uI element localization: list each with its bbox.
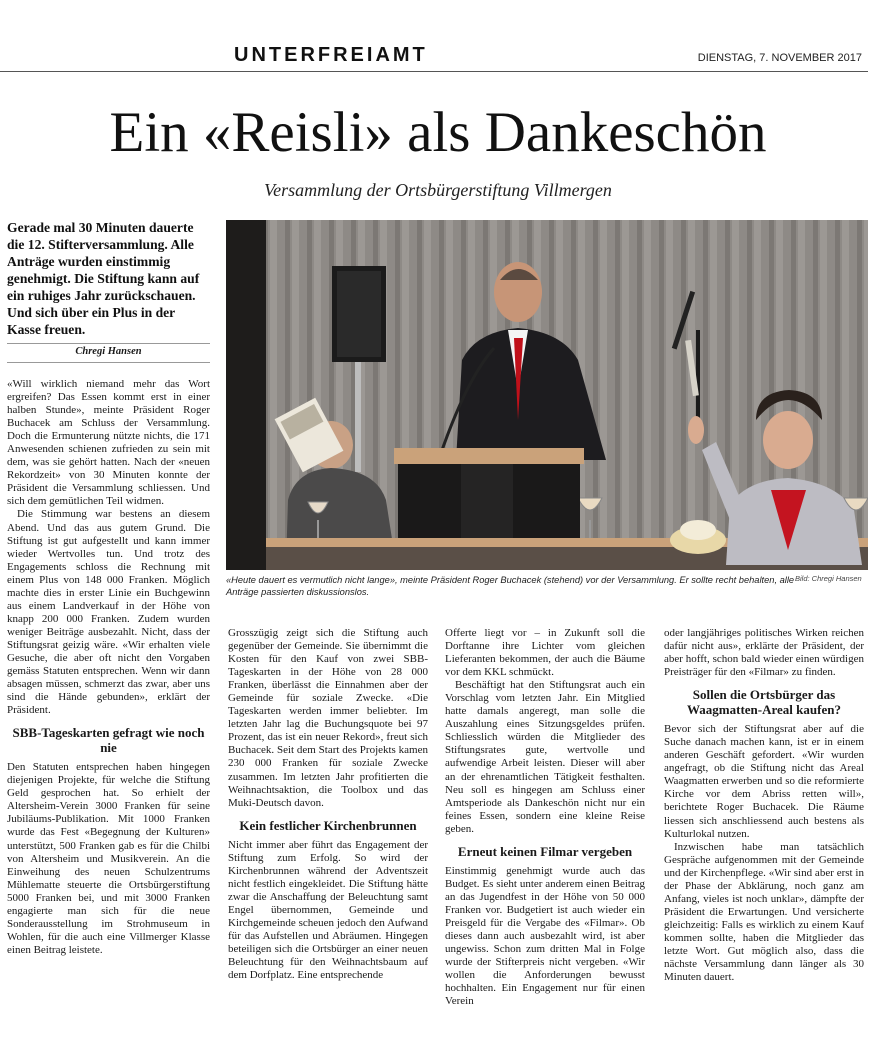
paragraph: Nicht immer aber führt das Engagement der Stiftung zum Erfolg. So wird der Kirchenbrunnen während der Adventszeit nicht festlich eingekleidet. Die Stiftung hätte zwar die Anschaffung der Beleuchtung samt Engel übernommen, Gemeinde und Kirchgemeinde scheuen jedoch den Aufwand für das Aufstellen und Abräumen. Hingegen beteiligen sich die Ortsbürger an einer neuen Beleuchtung für den Weihnachtsbaum auf dem Dorfplatz. Eine entsprechende xyxy=(228,838,428,982)
photo-credit: Bild: Chregi Hansen xyxy=(795,574,862,583)
paragraph: oder langjähriges politisches Wirken reichen dafür nicht aus», erklärte der Präsident, der aber hofft, schon bald wieder einen würdigen Preisträger für den «Filmar» zu finden. xyxy=(664,627,864,679)
issue-date: DIENSTAG, 7. NOVEMBER 2017 xyxy=(697,52,862,64)
paragraph: Offerte liegt vor – in Zukunft soll die Dorftanne ihre Lichter vom gleichen Lieferanten bekommen, der auch die Bäume vor dem KKL schmückt. xyxy=(445,627,645,679)
subheading: Kein festlicher Kirchenbrunnen xyxy=(239,817,417,833)
paragraph: Grosszügig zeigt sich die Stiftung auch gegenüber der Gemeinde. Sie übernimmt die Kosten für den Kauf von zwei SBB-Tageskarten in der Höhe von 28 000 Franken, überlässt die Einnahmen aber der Gemeinde für soziale Zwecke. «Die Tageskarten werden immer beliebter. Im letzten Jahr lag die Buchungsquote bei 97 Prozent, das ist ein neuer Rekord», freut sich Buchacek. Seit dem Start des Projekts kamen 230 000 Franken für soziale Zwecke zusammen. Im letzten Jahr profitierten die Weihnachtsaktion, die Toolbox und das Muki-Deutsch davon. xyxy=(228,627,428,809)
text-column-1 xyxy=(7,378,210,957)
paragraph: Beschäftigt hat den Stiftungsrat auch ein Vorschlag vom letzten Jahr. Ein Mitglied hatte damals angeregt, man solle die Auszahlung eines Sitzungsgeldes prüfen. Schliesslich würden die Mitglieder des Stiftungsrates gute, wertvolle und aufwendige Arbeit leisten. Dieser will aber an der ehrenamtlichen Tätigkeit festhalten. Neu soll es hingegen am Schluss einer Amtsperiode als Dankeschön nicht nur ein feines Essen, sondern eine kleine Reise geben. xyxy=(445,679,645,835)
section-rubric: UNTERFREIAMT xyxy=(234,44,428,66)
photo-caption: «Heute dauert es vermutlich nicht lange», meinte Präsident Roger Buchacek (stehend) vor der Versammlung. Er sollte recht behalten, alle Anträge passierten diskussionslos. xyxy=(226,575,795,597)
subheading: Erneut keinen Filmar vergeben xyxy=(457,843,633,859)
subheading: SBB-Tageskarten gefragt wie noch nie xyxy=(12,725,205,756)
article-subheadline: Versammlung der Ortsbürgerstiftung Villmergen xyxy=(264,180,612,200)
text-column-4 xyxy=(664,627,864,984)
author-divider-bottom xyxy=(7,362,210,363)
subheading: Sollen die Ortsbürger das Waagmatten-Areal kaufen? xyxy=(687,687,841,718)
header-divider xyxy=(0,71,868,72)
text-column-2 xyxy=(228,627,428,982)
paragraph: Den Statuten entsprechen haben hingegen diejenigen Projekte, für welche die Stiftung Geld gesprochen hat. So erhielt der Altersheim-Verein 3000 Franken für seine Jubiläums-Publikation. Mit 1000 Franken wurde das Fest «Begegnung der Kulturen» unterstützt, 500 Franken gab es für die Chilbi von Altersheim und Musikverein. An die Einweihung des neuen Schulzentrums Mühlematte steuerte die Ortsbürgerstiftung 5000 Franken bei, und mit 3000 Franken engagierte man sich für die neue Sonderausstellung im Strohmuseum in Wohlen, für die auch eine Villmerger Klasse einen Beitrag leistete. xyxy=(7,761,210,956)
paragraph: Einstimmig genehmigt wurde auch das Budget. Es sieht unter anderem einen Beitrag an das Jugendfest in der Höhe von 50 000 Franken vor. Budgetiert ist auch wieder ein Preisgeld für die Vergabe des «Filmar». Ob dieses dann auch ausbezahlt wird, ist aber ungewiss. Schon zum dritten Mal in Folge wurde der Stifterpreis nicht vergeben. «Wir wollen die Anforderungen bewusst hochhalten. Ein Engagement nur für einen Verein xyxy=(445,864,645,1008)
paragraph: Bevor sich der Stiftungsrat aber auf die Suche danach machen kann, ist er in einem anderen Geschäft gefordert. «Wir wurden angefragt, ob die Stiftung nicht das Areal Waagmatten erwerben und so die reformierte Kirche vor dem Abriss retten will», berichtete Roger Buchacek. Die Räume liessen sich anschliessend auch bestens als Kulturlokal nutzen. xyxy=(664,723,864,840)
article-photo xyxy=(226,220,868,570)
paragraph: Inzwischen habe man tatsächlich Gespräche aufgenommen mit der Gemeinde und der Kirchenpflege. «Wir sind aber erst in der Phase der Abklärung, noch ganz am Anfang, vieles ist noch unklar», dämpfte der Präsident die Erwartungen. Und versicherte gleichzeitig: Falls es wirklich zu einem Kauf kommen sollte, haben die Mitglieder das letzte Wort. Gut möglich also, dass die nächste Versammlung dann länger als 30 Minuten dauert. xyxy=(664,840,864,984)
paragraph: «Will wirklich niemand mehr das Wort ergreifen? Das Essen kommt erst in einer halben Stunde», meinte Präsident Roger Buchacek am Schluss der Versammlung. Doch die Ermunterung nützte nichts, die 171 Anwesenden schienen zufrieden zu sein mit dem, was sie gehört hatten. Nach der «neuen Rekordzeit» von 30 Minuten konnte der Präsident die Versammlung schliessen. Und sich dem gemütlichen Teil widmen. xyxy=(7,378,210,508)
article-lead: Gerade mal 30 Minuten dauerte die 12. Stifterversammlung. Alle Anträge wurden einstimmig genehmigt. Die Stiftung kann auf ein ruhiges Jahr zurückschauen. Und sich über ein Plus in der Kasse freuen. xyxy=(7,220,200,337)
text-column-3 xyxy=(445,627,645,1008)
author-divider xyxy=(7,343,210,344)
paragraph: Die Stimmung war bestens an diesem Abend. Und das aus gutem Grund. Die Stiftung ist gut aufgestellt und kann immer wieder Wertvolles tun. Und trotz des Engagements schloss die Rechnung mit einem Plus von 148 000 Franken. Möglich machte dies in erster Linie ein Buchgewinn aus einem Landverkauf in der Höhe von knapp 200 000 Franken. Zudem wurden weniger Beiträge ausbezahlt. Nicht, dass der Stiftungsrat geizig wäre. «Wir erhalten viele Gesuche, die aber oft nicht den Vorgaben gemäss Statuten entsprechen. Wenn wir dann absagen müssen, schmerzt das zwar, aber uns sind die Hände gebunden», erklärt der Präsident. xyxy=(7,508,210,717)
author-name: Chregi Hansen xyxy=(75,346,142,357)
article-headline: Ein «Reisli» als Dankeschön xyxy=(109,101,767,164)
